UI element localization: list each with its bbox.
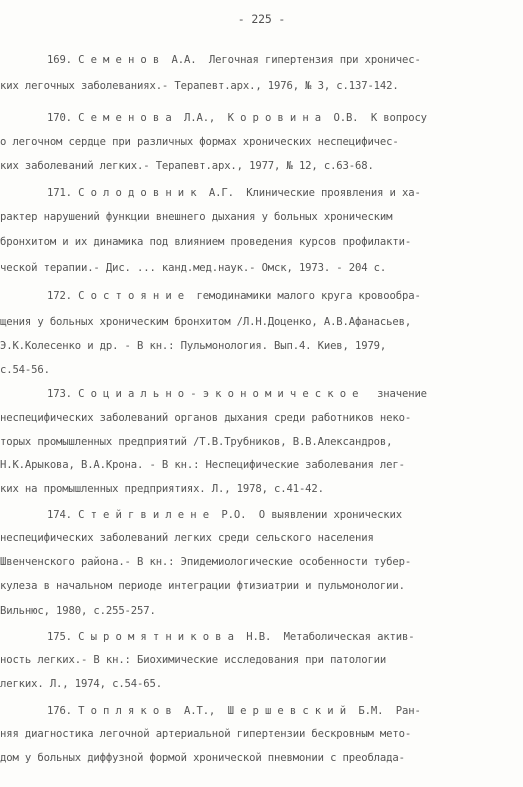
entry-173-line-4: Н.К.Арыкова, В.А.Крона. - В кн.: Неспецифические заболевания лег- bbox=[0, 459, 405, 471]
entry-175-line-2: ность легких.- В кн.: Биохимические исследования при патологии bbox=[0, 654, 387, 666]
entry-171-line-3: бронхитом и их динамика под влиянием проведения курсов профилакти- bbox=[0, 236, 412, 248]
entry-172-line-4: с.54-56. bbox=[0, 364, 50, 376]
entry-170-line-1: 170. С е м е н о в а Л.А., К о р о в и н а О.В. К вопросу bbox=[47, 112, 427, 124]
entry-171-line-4: ческой терапии.- Дис. ... канд.мед.наук.- Омск, 1973. - 204 с. bbox=[0, 262, 387, 274]
entry-169-line-2: ких легочных заболеваниях.- Терапевт.арх., 1976, № 3, с.137-142. bbox=[0, 80, 399, 92]
entry-176-line-3: дом у больных диффузной формой хронической пневмонии с преоблада- bbox=[0, 752, 405, 764]
entry-170-line-2: о легочном сердце при различных формах хронических неспецифичес- bbox=[0, 136, 399, 148]
entry-172-line-1: 172. С о с т о я н и е гемодинамики малого круга кровообра- bbox=[47, 290, 421, 302]
page-number: - 225 - bbox=[237, 12, 286, 26]
entry-173-line-2: неспецифических заболеваний органов дыхания среди работников неко- bbox=[0, 412, 412, 424]
entry-172-line-2: щения у больных хроническим бронхитом /Л.Н.Доценко, А.В.Афанасьев, bbox=[0, 316, 412, 328]
entry-173-line-1: 173. С о ц и а л ь н о - э к о н о м и ч е с к о е значение bbox=[47, 388, 427, 400]
entry-174-line-1: 174. С т е й г в и л е н е Р.О. О выявлении хронических bbox=[47, 509, 402, 521]
entry-176-line-1: 176. Т о п л я к о в А.Т., Ш е р ш е в с к и й Б.М. Ран- bbox=[47, 705, 421, 717]
entry-169-line-1: 169. С е м е н о в А.А. Легочная гипертензия при хроничес- bbox=[47, 54, 421, 66]
entry-171-line-1: 171. С о л о д о в н и к А.Г. Клинические проявления и ха- bbox=[47, 187, 421, 199]
entry-174-line-2: неспецифических заболеваний легких среди сельского населения bbox=[0, 532, 374, 544]
entry-170-line-3: ких заболеваний легких.- Терапевт.арх., 1977, № 12, с.63-68. bbox=[0, 160, 374, 172]
entry-174-line-4: кулеза в начальном периоде интеграции фтизиатрии и пульмонологии. bbox=[0, 580, 405, 592]
entry-172-line-3: Э.К.Колесенко и др. - В кн.: Пульмонология. Вып.4. Киев, 1979, bbox=[0, 340, 387, 352]
entry-175-line-3: легких. Л., 1974, с.54-65. bbox=[0, 678, 162, 690]
entry-173-line-3: торых промышленных предприятий /Т.В.Трубников, В.В.Александров, bbox=[0, 436, 393, 448]
entry-174-line-5: Вильнюс, 1980, с.255-257. bbox=[0, 605, 156, 617]
entry-174-line-3: Швенченского района.- В кн.: Эпидемиологические особенности тубер- bbox=[0, 556, 412, 568]
entry-175-line-1: 175. С ы р о м я т н и к о в а Н.В. Метаболическая актив- bbox=[47, 631, 415, 643]
entry-173-line-5: ких на промышленных предприятиях. Л., 1978, с.41-42. bbox=[0, 483, 324, 495]
entry-176-line-2: няя диагностика легочной артериальной гипертензии бескровным мето- bbox=[0, 728, 412, 740]
entry-171-line-2: рактер нарушений функции внешнего дыхания у больных хроническим bbox=[0, 211, 393, 223]
